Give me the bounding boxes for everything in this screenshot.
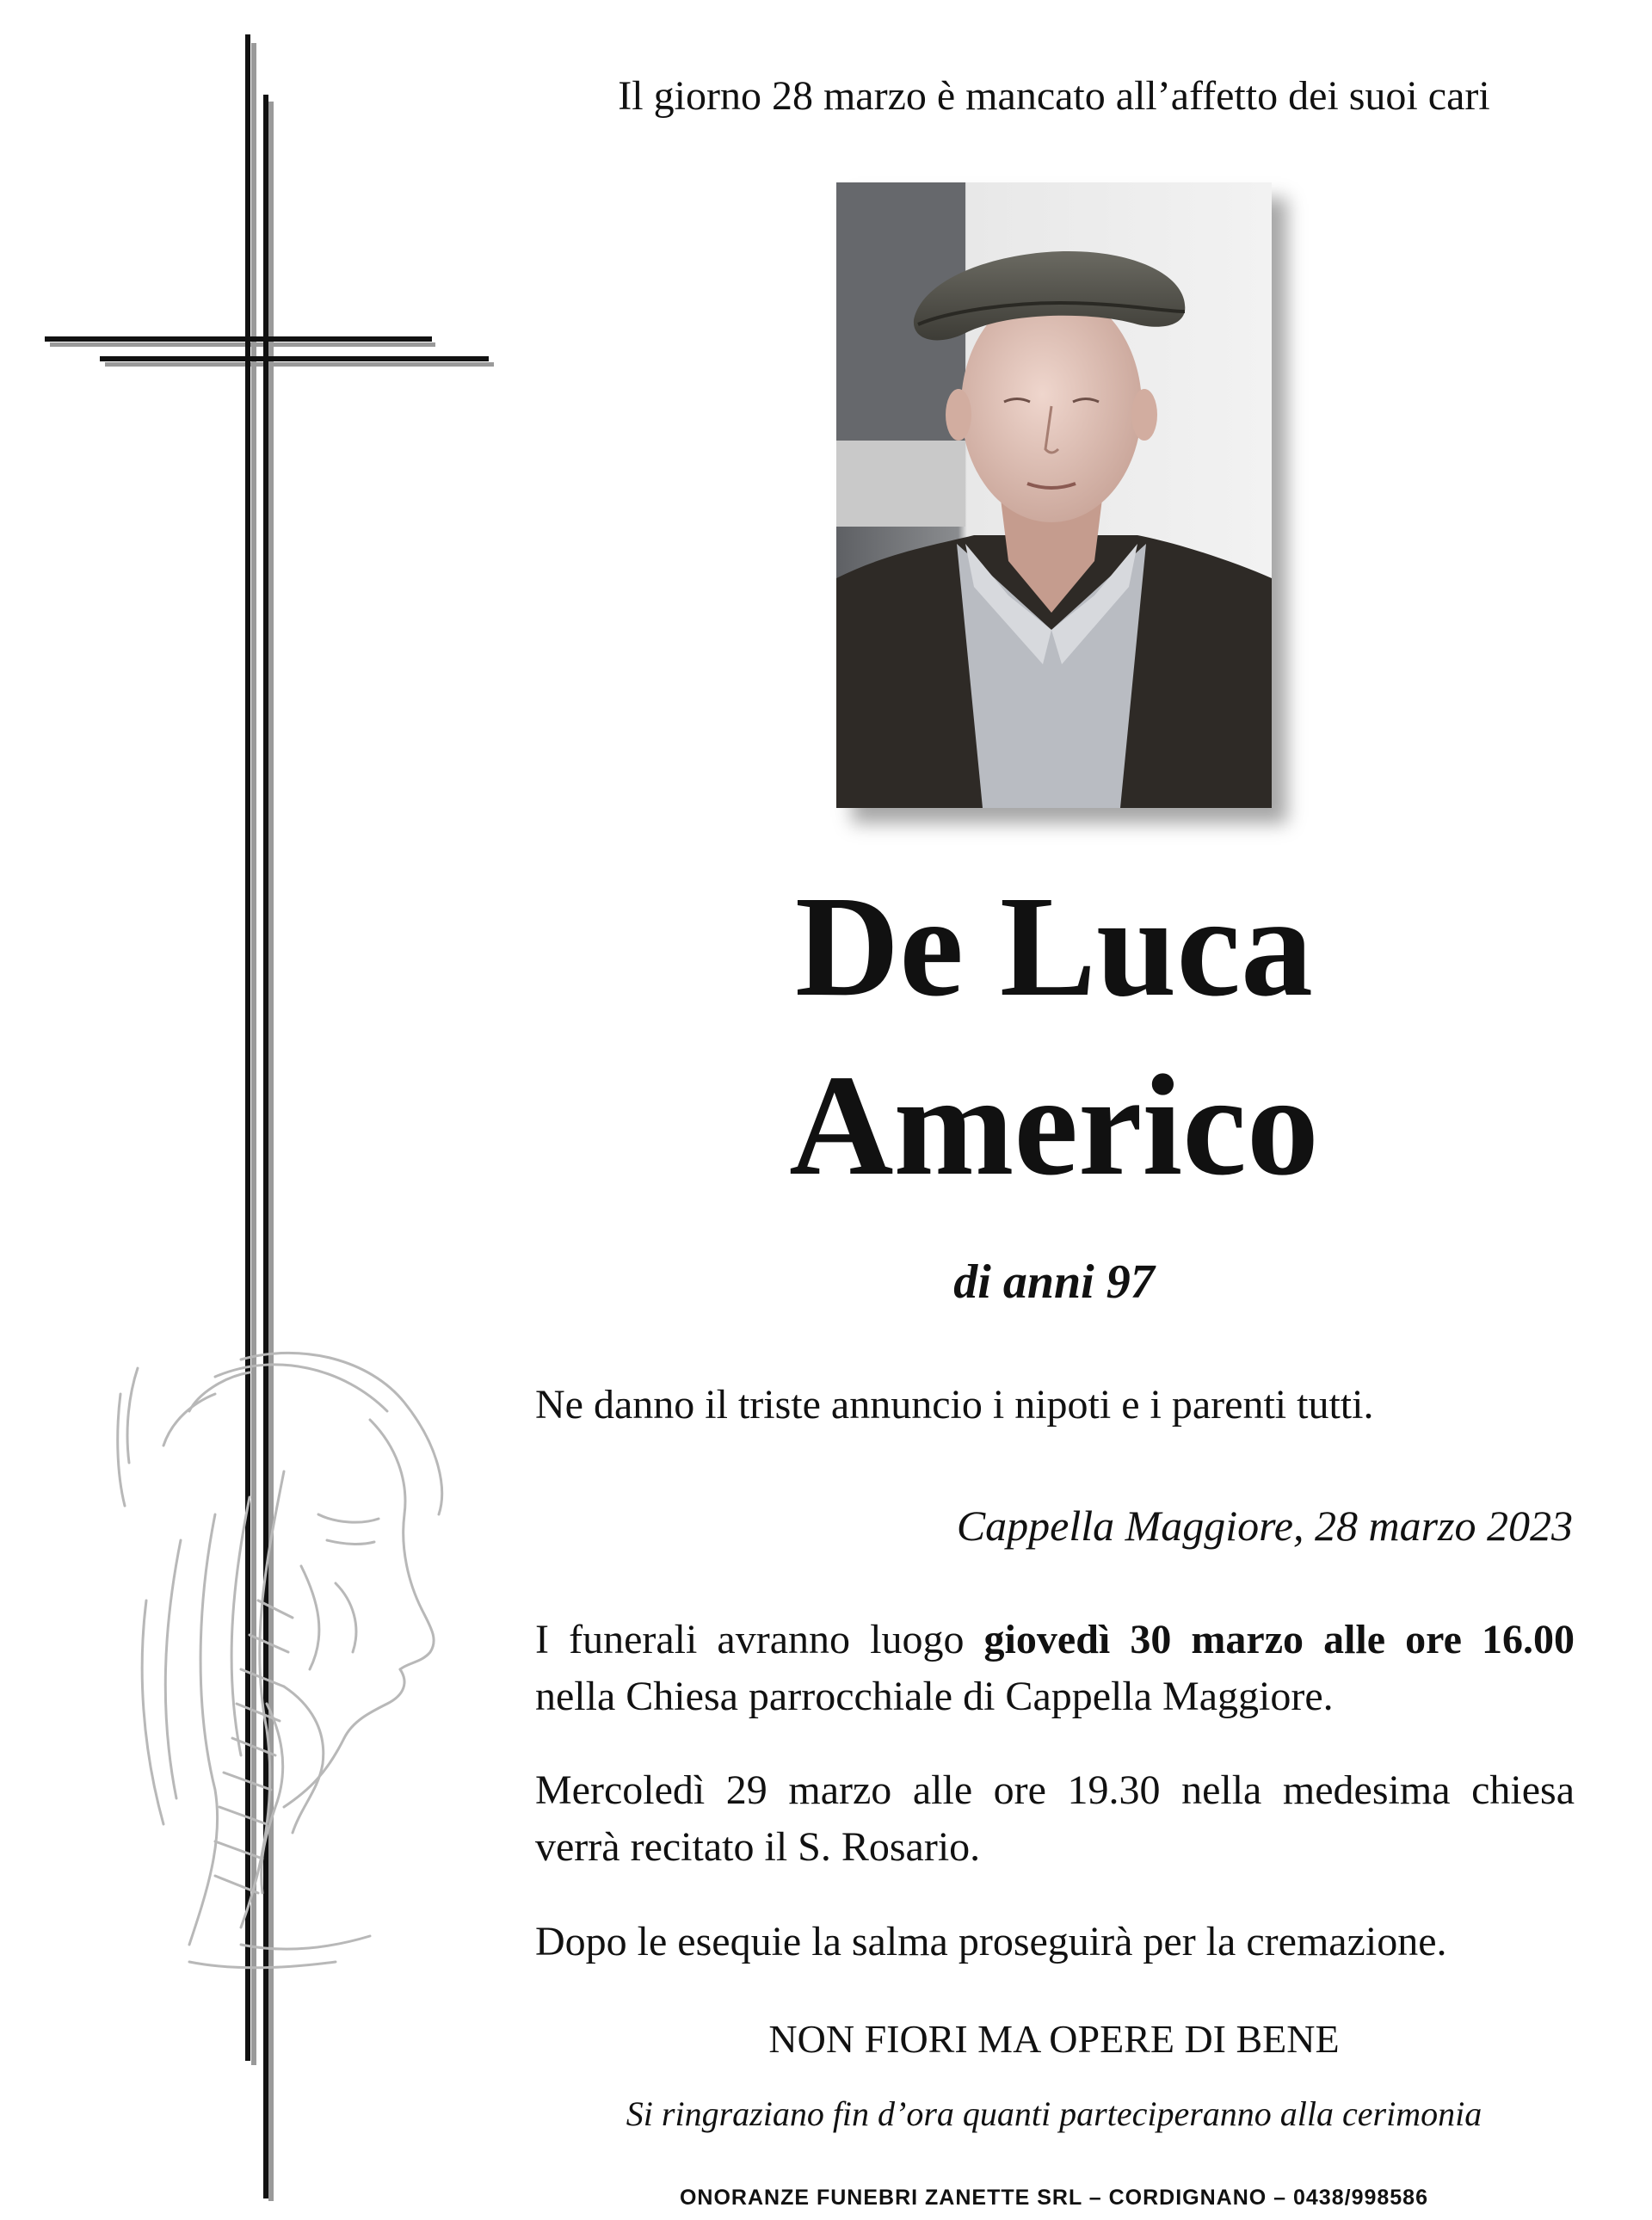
- funeral-home-footer: ONORANZE FUNEBRI ZANETTE SRL – CORDIGNANO – 0438/998586: [679, 2186, 1428, 2210]
- portrait-photo: [836, 182, 1272, 808]
- christ-face-sketch: [112, 1342, 482, 1979]
- funeral-paragraph: [535, 1612, 1575, 1725]
- place-date: Cappella Maggiore, 28 marzo 2023: [956, 1502, 1573, 1550]
- age-line: di anni 97: [953, 1255, 1155, 1309]
- no-flowers-note: NON FIORI MA OPERE DI BENE: [768, 2017, 1340, 2061]
- funeral-suffix: nella Chiesa parrocchiale di Cappella Maggiore.: [535, 1674, 1334, 1719]
- thanks-note: Si ringraziano fin d’ora quanti parteciperanno alla cerimonia: [626, 2094, 1482, 2133]
- announcement-text: Ne danno il triste annuncio i nipoti e i parenti tutti.: [535, 1382, 1374, 1428]
- rosary-paragraph: Mercoledì 29 marzo alle ore 19.30 nella medesima chiesa verrà recitato il S. Rosario.: [535, 1767, 1575, 1870]
- funeral-when: giovedì 30 marzo alle ore 16.00: [983, 1617, 1575, 1662]
- cremation-paragraph: Dopo le esequie la salma proseguirà per la cremazione.: [535, 1919, 1447, 1964]
- deceased-given-name: Americo: [789, 1045, 1319, 1206]
- funeral-prefix: I funerali avranno luogo: [535, 1617, 984, 1662]
- deceased-surname: De Luca: [795, 866, 1313, 1027]
- intro-text: Il giorno 28 marzo è mancato all’affetto dei suoi cari: [618, 73, 1490, 119]
